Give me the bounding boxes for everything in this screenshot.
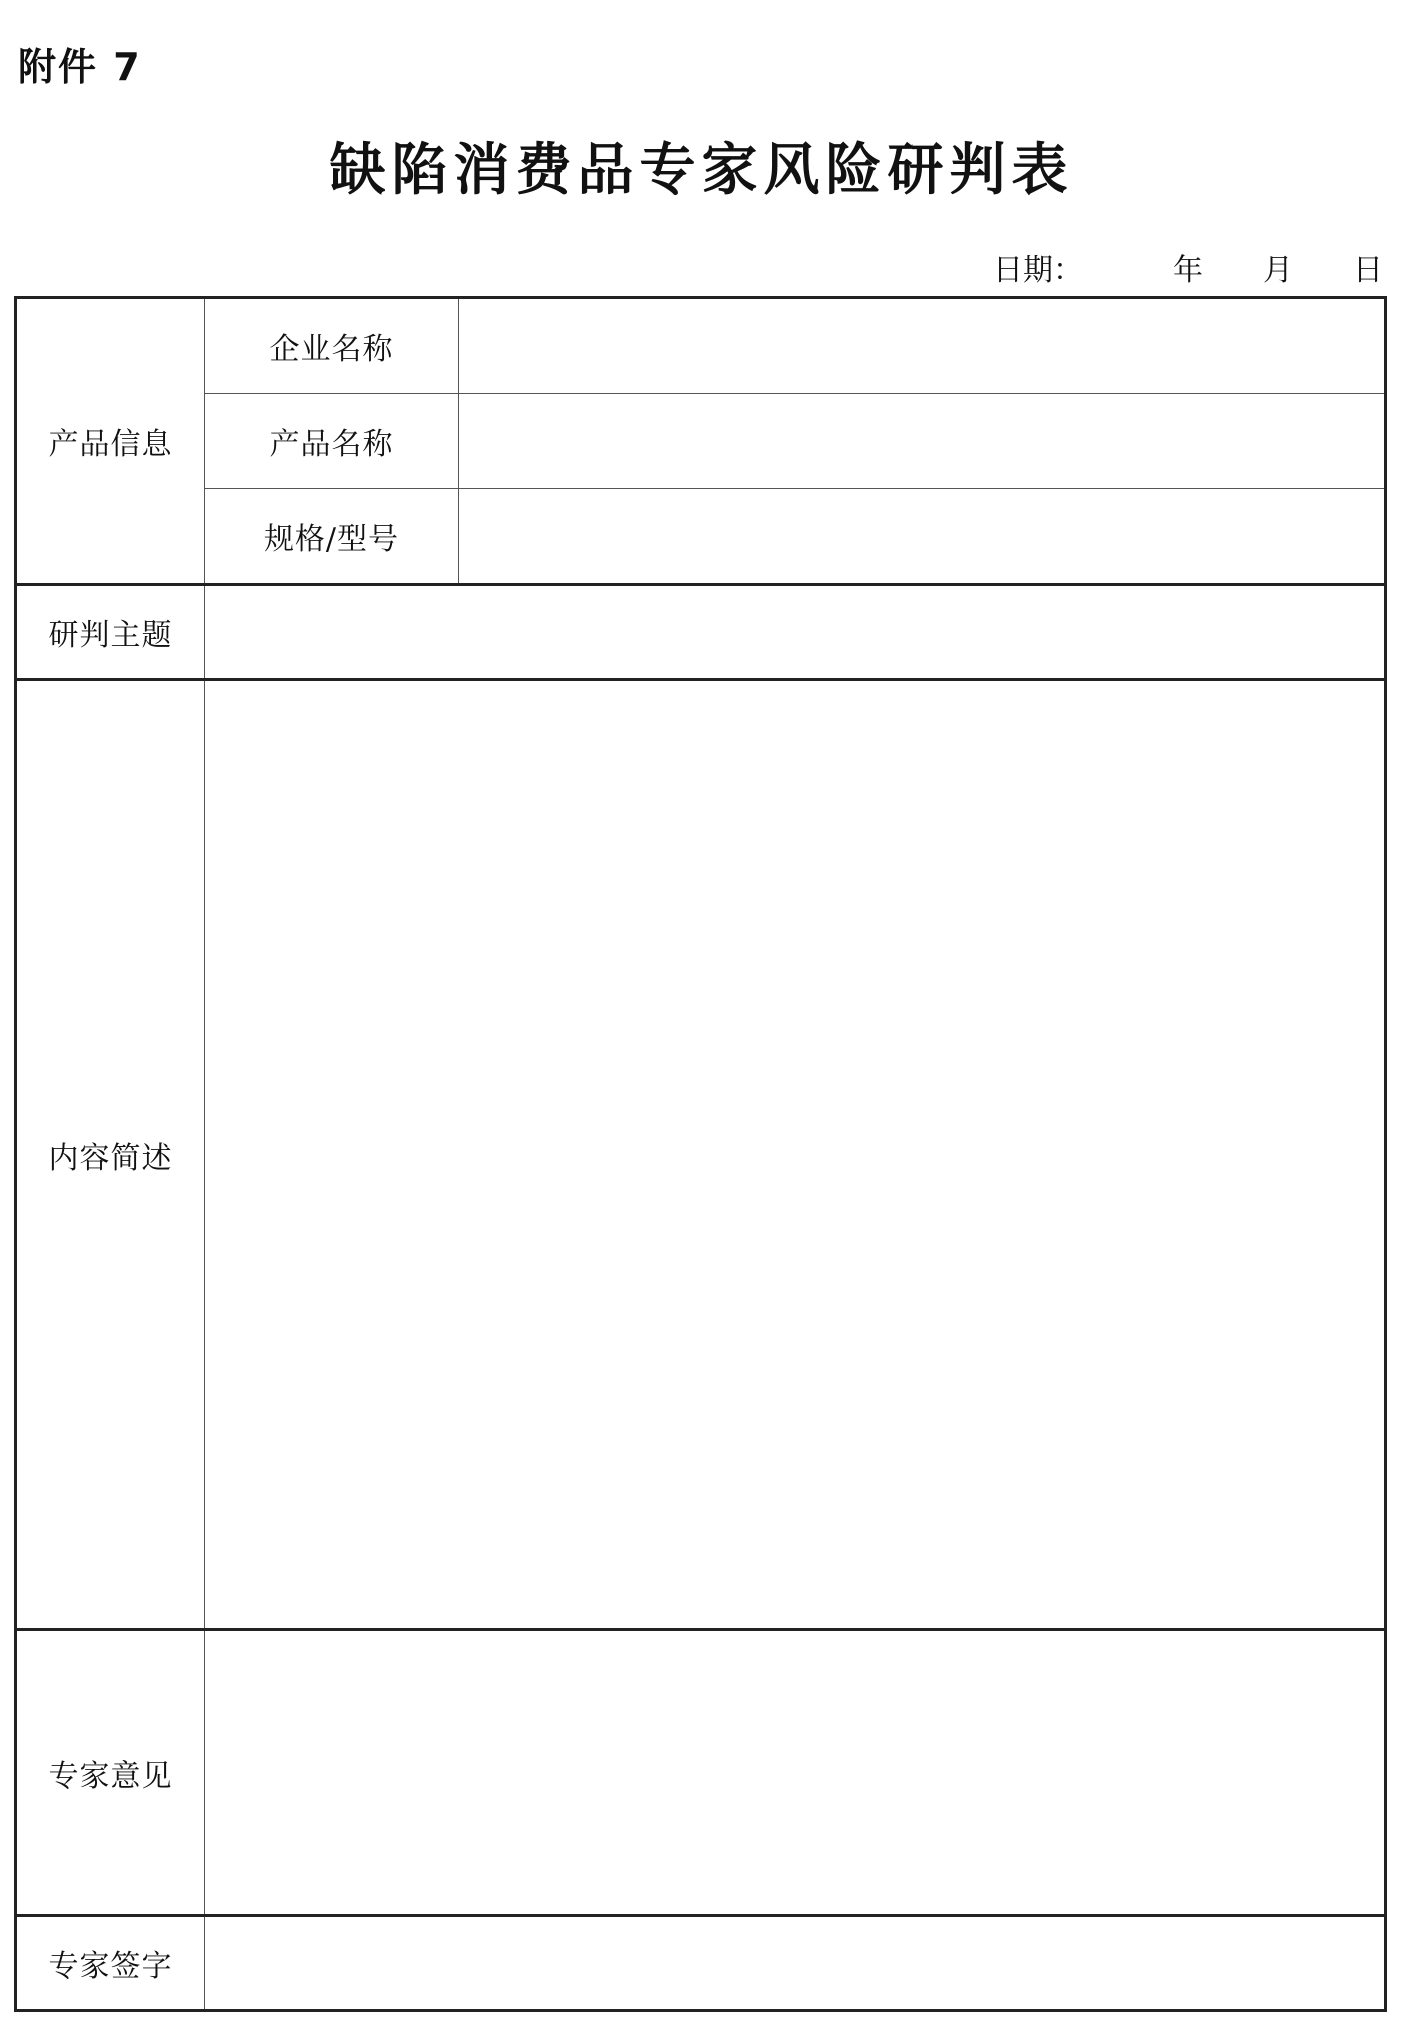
page-title: 缺陷消费品专家风险研判表 [329,138,1074,203]
expert-signature-field[interactable] [205,1916,1386,2011]
company-name-field[interactable] [459,298,1386,394]
date-day-label: 日 [1353,253,1383,288]
research-topic-field[interactable] [205,585,1386,680]
date-line [993,245,1383,289]
date-prefix: 日期： [993,253,1083,288]
table-row-opinion [16,1630,1386,1916]
spec-model-label: 规格/型号 [205,489,459,585]
content-summary-field[interactable] [205,680,1386,1630]
research-topic-label: 研判主题 [16,585,205,680]
date-month-label: 月 [1263,253,1293,288]
company-name-label: 企业名称 [205,298,459,394]
table-row-product [16,394,1386,489]
attachment-label: 附件 7 [18,45,142,89]
content-summary-label: 内容简述 [16,680,205,1630]
date-year-label: 年 [1173,253,1203,288]
table-row-signature [16,1916,1386,2011]
risk-assessment-form [14,296,1387,2012]
product-name-field[interactable] [459,394,1386,489]
expert-opinion-field[interactable] [205,1630,1386,1916]
table-row-topic [16,585,1386,680]
product-name-label: 产品名称 [205,394,459,489]
table-row-content [16,680,1386,1630]
expert-signature-label: 专家签字 [16,1916,205,2011]
expert-opinion-label: 专家意见 [16,1630,205,1916]
table-row-company [16,298,1386,394]
product-info-label: 产品信息 [16,298,205,585]
spec-model-field[interactable] [459,489,1386,585]
table-row-spec [16,489,1386,585]
